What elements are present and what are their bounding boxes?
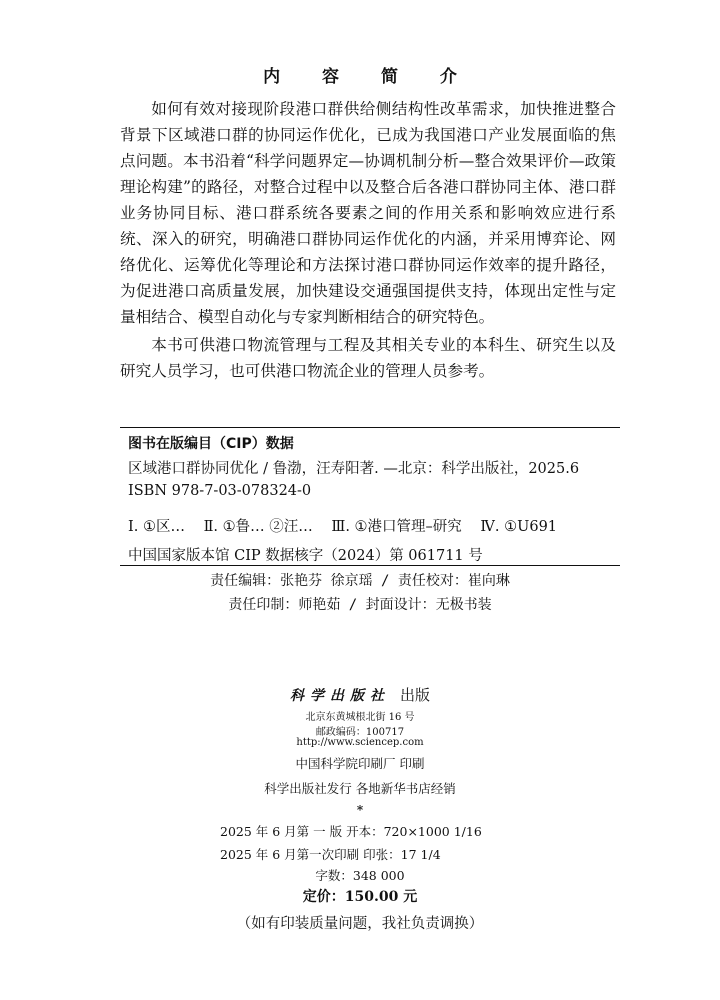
summary-paragraph: 本书可供港口物流管理与工程及其相关专业的本科生、研究生以及研究人员学习，也可供港口物流企业的管理人员参考。 xyxy=(120,336,616,380)
editor-credits: 责任编辑：张艳芬 徐京瑶 / 责任校对：崔向琳 xyxy=(210,573,510,589)
cip-title: 图书在版编目（CIP）数据 xyxy=(128,436,294,452)
cip-classification xyxy=(128,515,571,536)
word-count: 字数：348 000 xyxy=(315,868,405,883)
cip-record: 区域港口群协同优化 / 鲁渤，汪寿阳著. —北京：科学出版社，2025.6 xyxy=(128,461,580,477)
publisher-logo: 科学出版社 xyxy=(289,688,390,704)
quality-note: （如有印装质量问题，我社负责调换） xyxy=(236,916,484,932)
publisher-line xyxy=(0,684,720,705)
publisher-website: http://www.sciencep.com xyxy=(296,737,424,748)
summary-paragraph: 如何有效对接现阶段港口群供给侧结构性改革需求，加快推进整合背景下区域港口群的协同运作优化，已成为我国港口产业发展面临的焦点问题。本书沿着“科学问题界定—协调机制分析—整合效果评价—政策理论构建”的路径，对整合过程中以及整合后各港口群协同主体、港口群业务协同目标、港口群系统各要素之间的作用关系和影响效应进行系统、深入的研究，明确港口群协同运作优化的内涵，并采用博弈论、网络优化、运筹优化等理论和方法探讨港口群协同运作效率的提升路径，为促进港口高质量发展，加快建设交通强国提供支持，体现出定性与定量相结合、模型自动化与专家判断相结合的研究特色。 xyxy=(120,100,616,326)
printing-line: 2025 年 6 月第一次印刷 印张：17 1/4 xyxy=(220,847,441,862)
cip-number: 中国国家版本馆 CIP 数据核字（2024）第 061711 号 xyxy=(128,548,483,564)
publisher-suffix: 出版 xyxy=(399,686,430,704)
cip-isbn: ISBN 978-7-03-078324-0 xyxy=(128,483,312,499)
classification-item: Ⅳ. ①U691 xyxy=(480,519,558,535)
page-title: 内 容 简 介 xyxy=(263,67,475,87)
publisher-address: 北京东黄城根北街 16 号 xyxy=(305,712,415,723)
cip-top-rule xyxy=(120,427,620,428)
distribution-line: 科学出版社发行 各地新华书店经销 xyxy=(264,781,456,796)
cip-bottom-rule xyxy=(120,565,620,566)
classification-item: Ⅰ. ①区… xyxy=(128,519,185,535)
classification-item: Ⅲ. ①港口管理–研究 xyxy=(331,519,462,535)
classification-item: Ⅱ. ①鲁… ②汪… xyxy=(203,519,313,535)
separator-asterisk: * xyxy=(356,803,364,817)
edition-line: 2025 年 6 月第 一 版 开本：720×1000 1/16 xyxy=(220,824,482,839)
production-credits: 责任印制：师艳茹 / 封面设计：无极书装 xyxy=(228,597,492,613)
summary-section xyxy=(120,96,616,386)
publisher-postcode: 邮政编码：100717 xyxy=(315,727,405,738)
printer-line: 中国科学院印刷厂 印刷 xyxy=(295,756,425,771)
price: 定价：150.00 元 xyxy=(302,889,418,905)
